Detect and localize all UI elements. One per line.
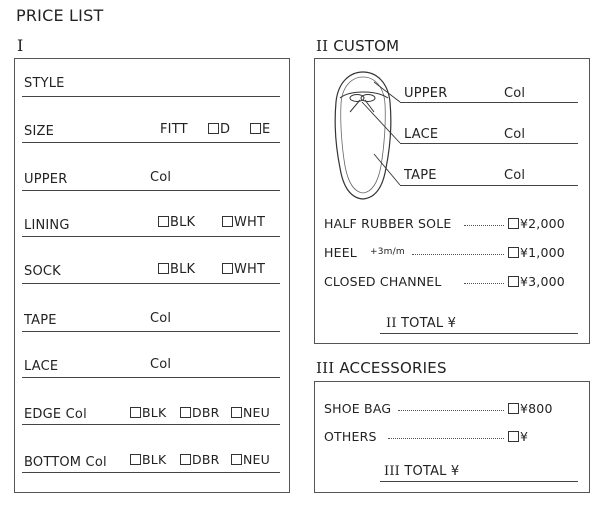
bottom-neu-label: NEU [243,452,270,467]
bottom-dbr-option[interactable] [180,452,220,467]
edge-col-field[interactable] [22,424,280,425]
edge-col-label: EDGE Col [24,407,87,422]
section-2-total-field[interactable] [380,333,578,334]
bottom-dbr-label: DBR [192,452,220,467]
checkbox-fitt-e[interactable] [250,123,261,134]
checkbox-edge-dbr[interactable] [180,407,191,418]
shoe-bag-price: ¥800 [520,401,553,416]
fitt-d-option[interactable] [208,122,230,137]
custom-upper-col: Col [504,86,526,101]
heel-option[interactable] [508,245,565,260]
checkbox-shoe-bag[interactable] [508,403,519,414]
checkbox-others[interactable] [508,431,519,442]
section-3-total-field[interactable] [380,481,578,482]
section-2-title: CUSTOM [333,37,400,55]
edge-dbr-label: DBR [192,405,220,420]
upper-field[interactable] [22,190,280,191]
others-price: ¥ [520,429,529,444]
heel-price: ¥1,000 [520,245,565,260]
dot-leader [398,410,504,411]
size-field[interactable] [22,142,280,143]
sock-wht-option[interactable] [222,262,265,277]
sock-blk-label: BLK [170,262,196,277]
checkbox-lining-wht[interactable] [222,216,233,227]
heel-label: HEEL [324,245,357,260]
lining-wht-option[interactable] [222,215,265,230]
checkbox-fitt-d[interactable] [208,123,219,134]
lace-field[interactable] [22,377,280,378]
lace-col-label: Col [150,357,172,372]
half-rubber-sole-option[interactable] [508,216,565,231]
custom-tape-col: Col [504,168,526,183]
shoe-bag-label: SHOE BAG [324,401,392,416]
checkbox-lining-blk[interactable] [158,216,169,227]
sock-field[interactable] [22,283,280,284]
section-3-total [384,464,459,479]
style-field[interactable] [22,96,280,97]
checkbox-sock-blk[interactable] [158,263,169,274]
fitt-e-option[interactable] [250,122,270,137]
section-3-title: ACCESSORIES [339,359,447,377]
checkbox-bottom-blk[interactable] [130,454,141,465]
lining-wht-label: WHT [234,215,266,230]
lining-label: LINING [24,218,70,233]
lining-field[interactable] [22,236,280,237]
heel-note: +3m/m [370,247,405,257]
checkbox-bottom-dbr[interactable] [180,454,191,465]
edge-neu-label: NEU [243,405,270,420]
section-2-total-numeral: II [386,316,397,331]
upper-label: UPPER [24,172,68,187]
checkbox-sock-wht[interactable] [222,263,233,274]
edge-neu-option[interactable] [231,405,270,420]
closed-channel-price: ¥3,000 [520,274,565,289]
bottom-neu-option[interactable] [231,452,270,467]
checkbox-closed-channel[interactable] [508,276,519,287]
edge-blk-label: BLK [142,405,167,420]
dot-leader [464,225,504,226]
checkbox-heel[interactable] [508,247,519,258]
checkbox-bottom-neu[interactable] [231,454,242,465]
others-label: OTHERS [324,429,377,444]
leader-lines [360,80,405,190]
section-2-total [386,316,456,331]
sock-label: SOCK [24,264,61,279]
lace-label: LACE [24,359,59,374]
custom-tape-field[interactable] [400,185,578,186]
lining-blk-label: BLK [170,215,196,230]
custom-upper-field[interactable] [400,102,578,103]
section-2-heading [316,37,399,55]
lining-blk-option[interactable] [158,215,195,230]
section-3-numeral: III [316,359,335,377]
section-2-numeral: II [316,37,329,55]
fitt-d-label: D [220,122,231,137]
section-1-numeral: I [17,36,24,55]
dot-leader [464,283,504,284]
fitt-e-label: E [262,122,271,137]
bottom-blk-option[interactable] [130,452,166,467]
custom-tape-label: TAPE [404,168,437,183]
others-option[interactable] [508,429,528,444]
bottom-col-field[interactable] [22,472,280,473]
checkbox-edge-blk[interactable] [130,407,141,418]
sock-blk-option[interactable] [158,262,195,277]
bottom-col-label: BOTTOM Col [24,455,107,470]
upper-col-label: Col [150,170,172,185]
custom-lace-col: Col [504,127,526,142]
page-title: PRICE LIST [16,6,104,25]
dot-leader [388,438,504,439]
checkbox-half-rubber-sole[interactable] [508,218,519,229]
sock-wht-label: WHT [234,262,266,277]
tape-col-label: Col [150,311,172,326]
bottom-blk-label: BLK [142,452,167,467]
closed-channel-option[interactable] [508,274,565,289]
shoe-bag-option[interactable] [508,401,553,416]
section-3-total-numeral: III [384,464,401,479]
custom-lace-label: LACE [404,127,439,142]
edge-dbr-option[interactable] [180,405,220,420]
custom-lace-field[interactable] [400,143,578,144]
size-label: SIZE [24,124,55,139]
custom-upper-label: UPPER [404,86,448,101]
edge-blk-option[interactable] [130,405,166,420]
half-rubber-sole-price: ¥2,000 [520,216,565,231]
section-3-total-label: TOTAL ¥ [404,464,460,479]
half-rubber-sole-label: HALF RUBBER SOLE [324,216,452,231]
tape-label: TAPE [24,313,57,328]
tape-field[interactable] [22,331,280,332]
section-2-total-label: TOTAL ¥ [401,316,457,331]
checkbox-edge-neu[interactable] [231,407,242,418]
closed-channel-label: CLOSED CHANNEL [324,274,442,289]
dot-leader [412,254,504,255]
section-3-heading [316,359,447,377]
style-label: STYLE [24,76,65,91]
fitt-label: FITT [160,122,188,137]
